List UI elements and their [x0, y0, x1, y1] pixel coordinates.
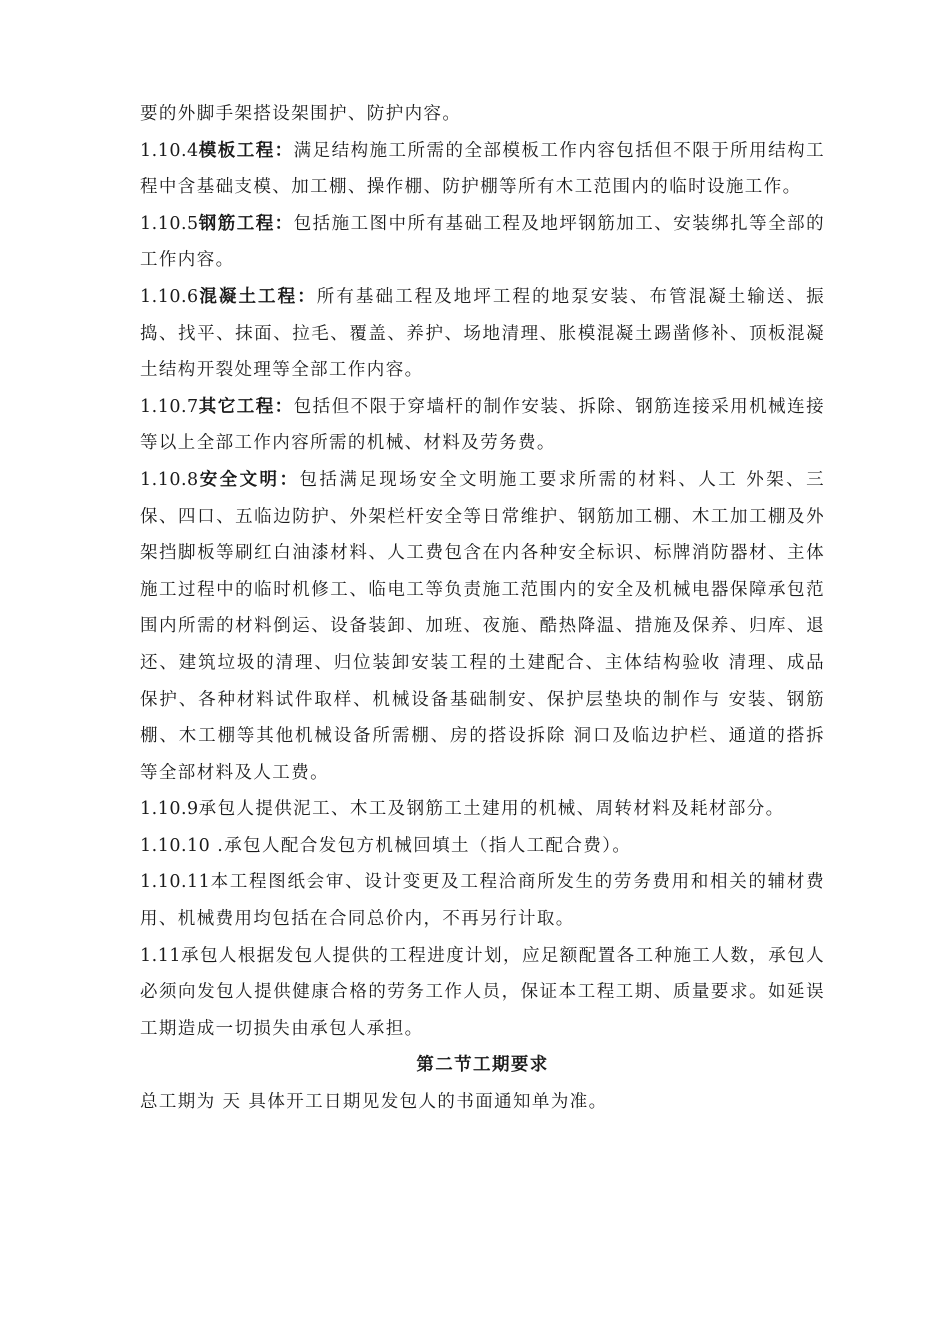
clause-number: 1.10.7 [140, 396, 199, 417]
clause-heading: 钢筋工程： [198, 213, 294, 234]
paragraph-text: 要的外脚手架搭设架围护、防护内容。 [140, 104, 462, 124]
clause-number: 1.10.11 [140, 872, 211, 893]
closing-paragraph: 总工期为 天 具体开工日期见发包人的书面通知单为准。 [140, 1092, 608, 1113]
paragraph-text: 承包人提供泥工、木工及钢筋工土建用的机械、周转材料及耗材部分。 [198, 799, 785, 820]
paragraph-1-10-10 [140, 828, 825, 865]
clause-number: 1.10.6 [140, 286, 199, 307]
paragraph-1-11 [140, 938, 825, 1048]
paragraph-1-10-7 [140, 389, 825, 462]
clause-heading: 其它工程： [198, 396, 294, 417]
section-title: 第二节工期要求 [416, 1055, 549, 1076]
clause-heading: 安全文明： [198, 469, 300, 490]
clause-heading: 模板工程： [198, 140, 294, 161]
clause-number: 1.10.9 [140, 799, 199, 820]
paragraph-text: 包括但不限于穿墙杆的制作安装、拆除、钢筋连接采用机械连接等以上全部工作内容所需的机械、材料及劳务费。 [140, 396, 826, 454]
paragraph-1-10-11 [140, 864, 825, 937]
paragraph-1-10-9 [140, 791, 825, 828]
paragraph-text: 满足结构施工所需的全部模板工作内容包括但不限于所用结构工程中含基础支模、加工棚、操作棚、防护棚等所有木工范围内的临时设施工作。 [140, 140, 826, 198]
paragraph-continuation [140, 96, 825, 133]
paragraph-text: 承包人根据发包人提供的工程进度计划，应足额配置各工种施工人数，承包人必须向发包人提供健康合格的劳务工作人员，保证本工程工期、质量要求。如延误工期造成一切损失由承包人承担。 [140, 945, 825, 1039]
paragraph-1-10-5 [140, 206, 825, 279]
clause-number: 1.10.5 [140, 213, 199, 234]
paragraph-1-10-6 [140, 279, 825, 389]
document-page [140, 96, 825, 1121]
paragraph-text: 本工程图纸会审、设计变更及工程洽商所发生的劳务费用和相关的辅材费用、机械费用均包括在合同总价内，不再另行计取。 [140, 872, 825, 930]
paragraph-text: 包括满足现场安全文明施工要求所需的材料、人工 外架、三保、四口、五临边防护、外架栏杆安全等日常维护、钢筋加工棚、木工加工棚及外架挡脚板等刷红白油漆材料、人工费包含在内各种安全标识、标牌消防器材、主体施工过程中的临时机修工、临电工等负责施工范围内的安全及机械电器保障承包范围内所需的材料倒运、设备装卸、加班、夜施、酷热降温、措施及保养、归库、退还、建筑垃圾的清理、归位装卸安装工程的土建配合、主体结构验收 清理、成品保护、各种材料试件取样、机械设备基础制安、保护层垫块的制作与 安装、钢筋棚、木工棚等其他机械设备所需棚、房的搭设拆除 洞口及临边护栏、通道的搭拆等全部材料及人工费。 [140, 469, 825, 783]
paragraph-1-10-4 [140, 133, 825, 206]
paragraph-1-10-8 [140, 462, 825, 791]
paragraph-text: .承包人配合发包方机械回填土（指人工配合费）。 [210, 835, 632, 856]
clause-heading: 混凝土工程： [198, 286, 317, 307]
paragraph-text: 包括施工图中所有基础工程及地坪钢筋加工、安装绑扎等全部的工作内容。 [140, 213, 826, 271]
paragraph-text: 所有基础工程及地坪工程的地泵安装、布管混凝土输送、振捣、找平、抹面、拉毛、覆盖、养护、场地清理、胀模混凝土踢凿修补、顶板混凝土结构开裂处理等全部工作内容。 [140, 286, 825, 381]
clause-number: 1.10.8 [140, 469, 199, 490]
clause-number: 1.10.10 [140, 835, 211, 856]
clause-number: 1.10.4 [140, 140, 199, 161]
clause-number: 1.11 [140, 945, 181, 966]
